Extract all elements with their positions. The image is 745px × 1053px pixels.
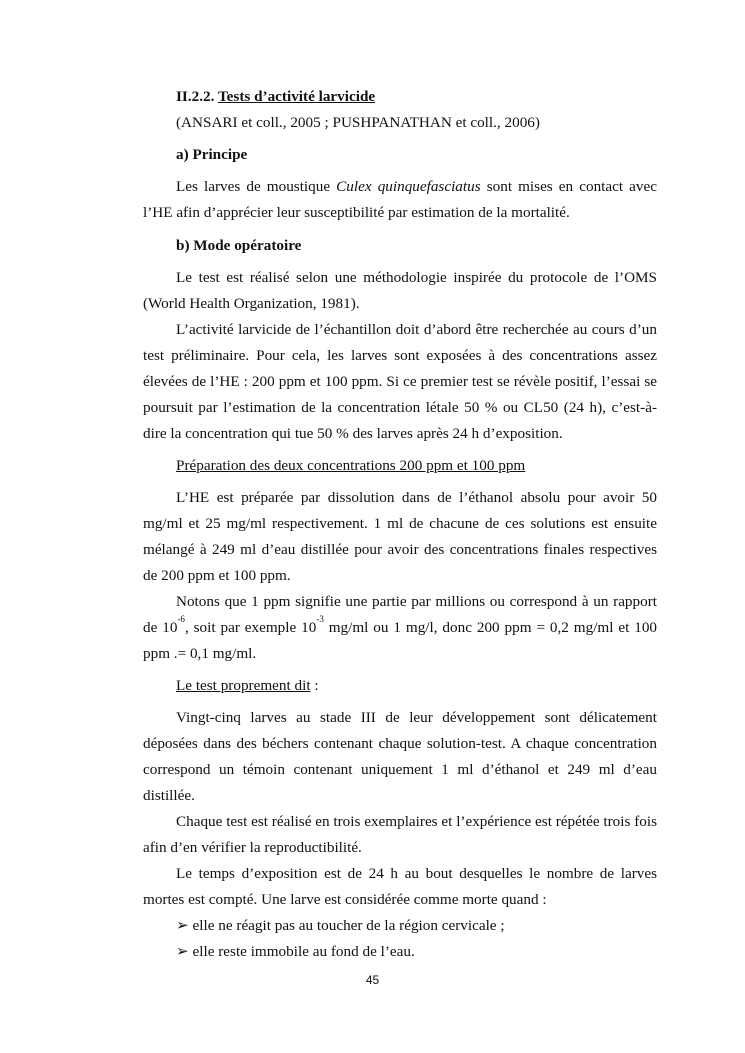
document-body <box>143 84 657 965</box>
list-item <box>143 913 657 939</box>
paragraph: Le temps d’exposition est de 24 h au bout desquelles le nombre de larves mortes est compté. Une larve est considérée comme morte quand : <box>143 865 657 908</box>
paragraph <box>143 589 657 667</box>
test-heading-text: Le test proprement dit <box>176 677 311 694</box>
superscript: -3 <box>316 614 324 624</box>
text: : <box>310 677 319 694</box>
text: elle reste immobile au fond de l’eau. <box>192 943 415 960</box>
test-heading <box>143 673 657 699</box>
section-title: Tests d’activité larvicide <box>217 88 376 105</box>
arrow-bullet-icon: ➢ <box>176 943 189 960</box>
text: Les larves de moustique <box>176 178 337 195</box>
arrow-bullet-icon: ➢ <box>176 917 189 934</box>
text: , soit par exemple 10 <box>184 619 317 636</box>
species-name: Culex quinquefasciatus <box>336 178 481 195</box>
text: sont mises en contact avec l’HE afin d’apprécier leur susceptibilité par estimation de la mortalité. <box>143 178 657 221</box>
paragraph: L’activité larvicide de l’échantillon doit d’abord être recherchée au cours d’un test préliminaire. Pour cela, les larves sont exposées à des concentrations assez élevées de l’HE : 200 ppm et 100 ppm. Si ce premier test se révèle positif, l’essai se poursuit par l’estimation de la concentration létale 50 % ou CL50 (24 h), c’est-à-dire la concentration qui tue 50 % des larves après 24 h d’exposition. <box>143 321 657 442</box>
superscript: -6 <box>177 614 185 624</box>
paragraph: Vingt-cinq larves au stade III de leur développement sont délicatement déposées dans des béchers contenant chaque solution-test. A chaque concentration correspond un témoin contenant uniquement 1 ml d’éthanol et 249 ml d’eau distillée. <box>143 709 657 804</box>
text: Notons que 1 ppm signifie une partie par millions ou correspond à un rapport de 10 <box>143 593 657 636</box>
prep-heading: Préparation des deux concentrations 200 ppm et 100 ppm <box>176 457 526 474</box>
paragraph: Le test est réalisé selon une méthodologie inspirée du protocole de l’OMS (World Health Organization, 1981). <box>143 269 657 312</box>
paragraph: Chaque test est réalisé en trois exemplaires et l’expérience est répétée trois fois afin d’en vérifier la reproductibilité. <box>143 813 657 856</box>
principe-heading: a) Principe <box>176 146 248 163</box>
page-number: 45 <box>365 973 380 987</box>
text: elle ne réagit pas au toucher de la région cervicale ; <box>192 917 505 934</box>
list-item <box>143 939 657 965</box>
principe-paragraph <box>143 174 657 226</box>
paragraph: L’HE est préparée par dissolution dans de l’éthanol absolu pour avoir 50 mg/ml et 25 mg/ml respectivement. 1 ml de chacune de ces solutions est ensuite mélangé à 249 ml d’eau distillée pour avoir des concentrations finales respectives de 200 ppm et 100 ppm. <box>143 489 657 584</box>
mode-heading: b) Mode opératoire <box>176 237 302 254</box>
section-heading <box>143 84 657 110</box>
citation: (ANSARI et coll., 2005 ; PUSHPANATHAN et coll., 2006) <box>176 114 540 131</box>
section-number: II.2.2. <box>176 88 215 105</box>
text: mg/ml ou 1 mg/l, donc 200 ppm = 0,2 mg/ml et 100 ppm .= 0,1 mg/ml. <box>143 619 658 662</box>
